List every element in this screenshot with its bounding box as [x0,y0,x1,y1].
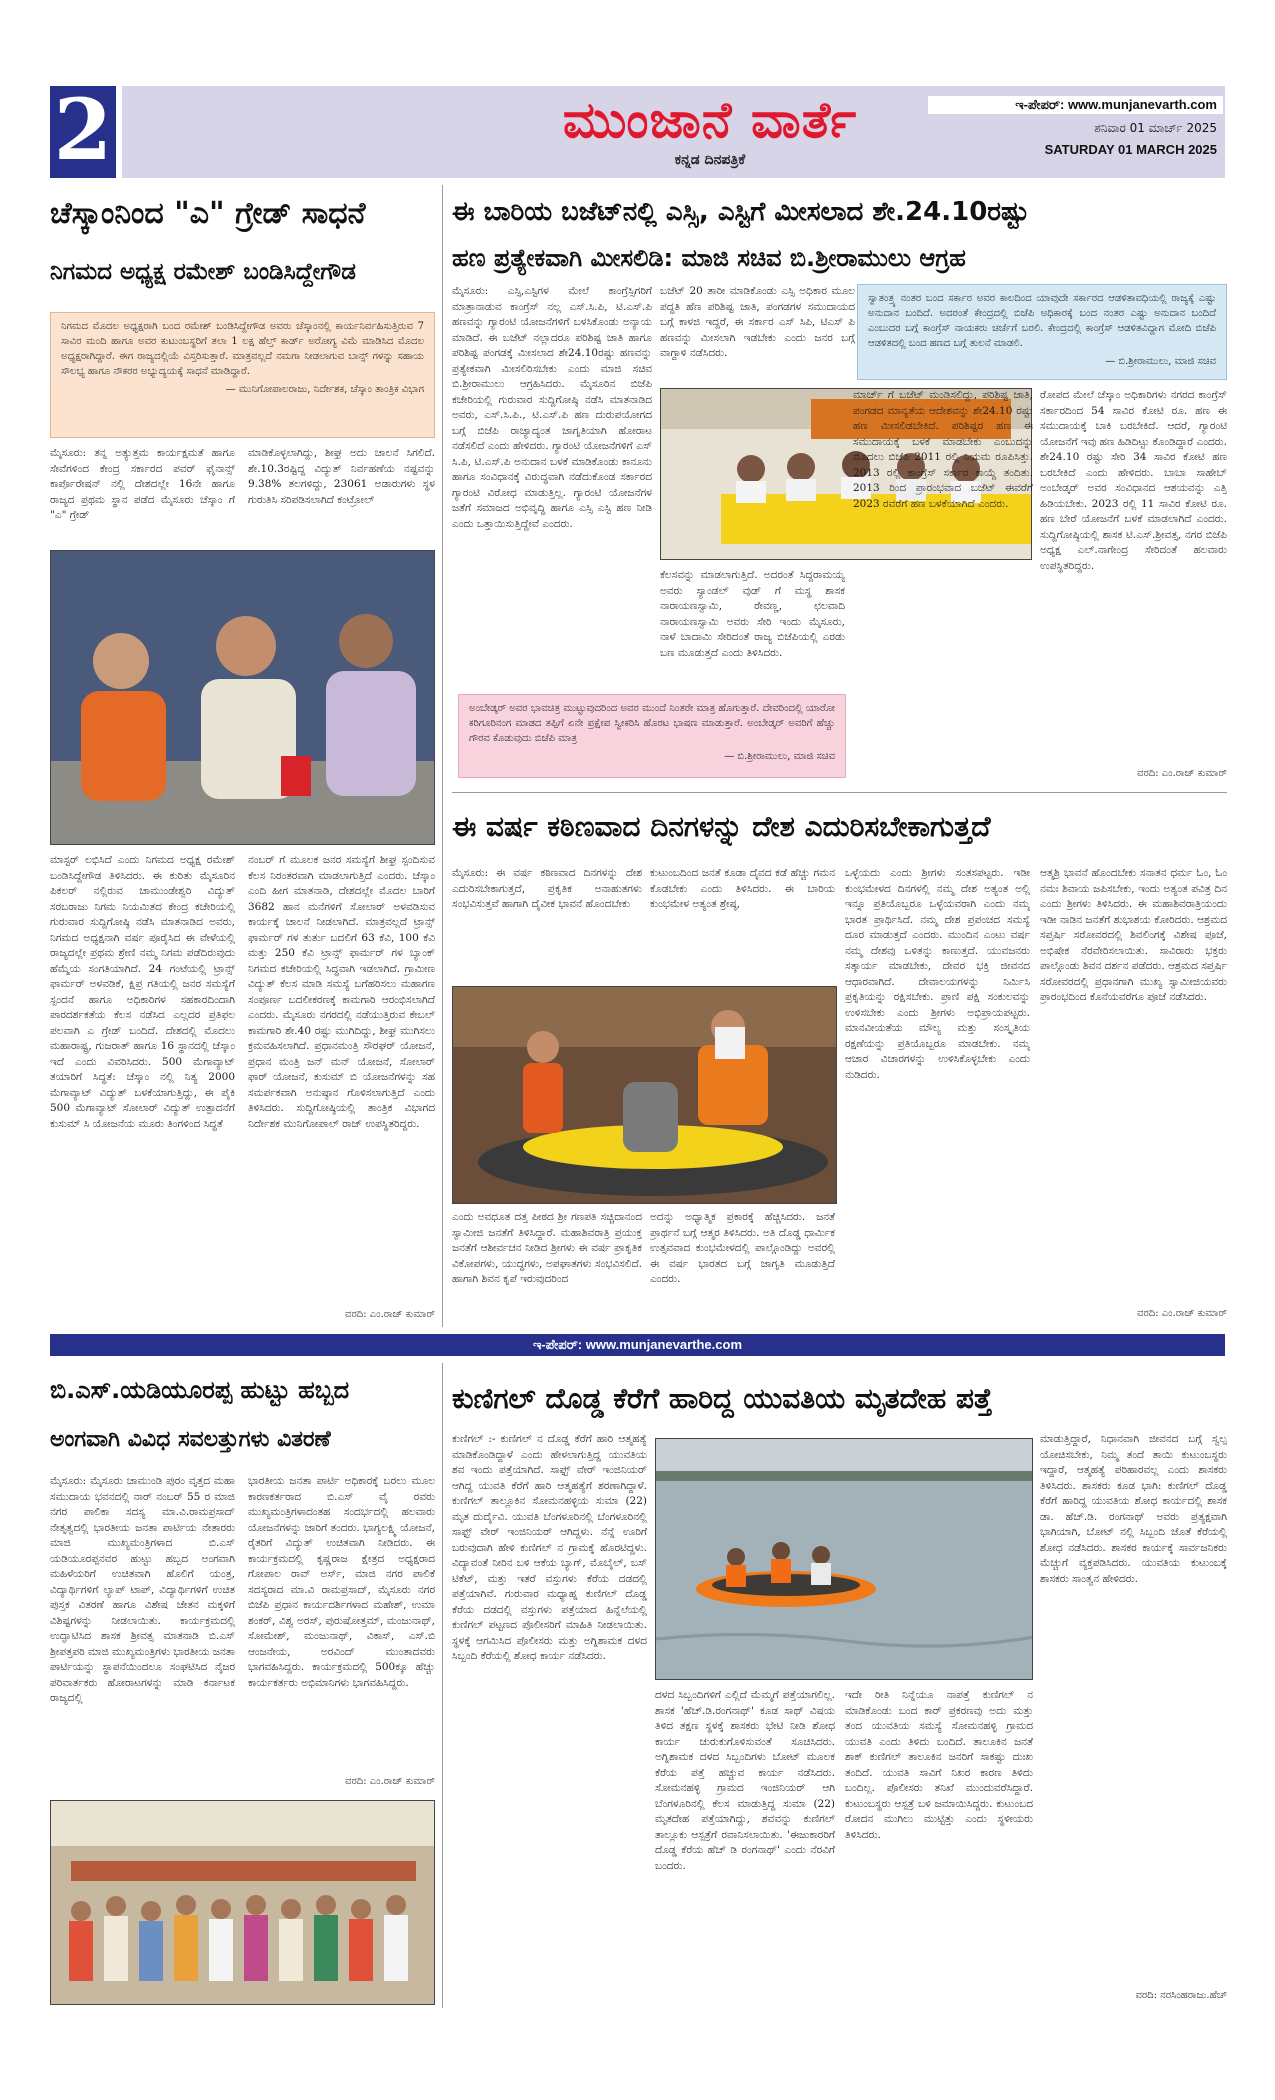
story3-abhisheka-photo [452,986,837,1204]
column-rule-bottom [442,1363,443,2008]
page-number-box [50,80,122,179]
masthead-title-wrap [520,90,900,176]
epaper-divider-bar [50,1334,1225,1356]
story4-headline-line1: ಬಿ.ಎಸ್.ಯಡಿಯೂರಪ್ಪ ಹುಟ್ಟು ಹಬ್ಬದ [50,1376,350,1404]
story2-column-3: ಮಾರ್ಚ್ ಗೆ ಬಜೆಟ್ ಮಂಡಿಸಲಿದ್ದು, ಪರಿಶಿಷ್ಟ ಜಾತಿ, ಪಂಗಡದ ಮಾನ್ಯತೆಯ ಆದೇಶವನ್ನು ಶೇ24.10 ರಷ್ಟು ಹಣ ಮೀಸಲಿಡಬೇಕಿದೆ. ಪರಿಶಿಷ್ಟರ ಹಣ ಈ ಸಮುದಾಯಕ್ಕೆ ಬಳಕೆ ಮಾಡಬೇಕು ಎಂಬುದನ್ನು ಮೊದಲು ಬಿಜೆಪಿ 2011 ರಲ್ಲಿ ನಿಯಮ ರೂಪಿಸಿತ್ತು. 2013 ರಲ್ಲಿ ಕಾಂಗ್ರೆಸ್ ಸರ್ಕಾರ ಕಾಯ್ದೆ ತಂದಿತು. 2013 ರಿಂದ ಪ್ರಾರಂಭವಾದ ಬಜೆಟ್ ಈವರೆಗೆ 2023 ರವರೆಗೆ ಹಣ ಬಳಕೆಯಾಗಿದೆ ಎಂದರು. [853,389,1033,510]
page-number: 2 [53,80,113,179]
masthead-date-kannada: ಶನಿವಾರ 01 ಮಾರ್ಚ್ 2025 [1094,121,1217,135]
story2-column-2-bottom: ಕೆಲಸವನ್ನು ಮಾಡಲಾಗುತ್ತಿದೆ. ಅದರಂತೆ ಸಿದ್ದರಾಮಯ್ಯ ಅವರು ಸ್ಯಾಂಡಲ್ ವುಡ್ ಗೆ ಮಸ್ಥ ಶಾಸಕ ನಾರಾಯಣಸ್ವಾಮಿ, ರೇವಣ್ಣ, ಛಲವಾದಿ ನಾರಾಯಣಸ್ವಾಮಿ ಅವರು ಸೇರಿ ಇಂದು ಮೈಸೂರು, ನಾಳೆ ಬಾದಾಮಿ ಸೇರಿದಂತೆ ರಾಜ್ಯ ಬಿಜೆಪಿಯಲ್ಲಿ ಎರಡು ಬಣ ಮೂಡುತ್ತದೆ ಎಂದು ತಿಳಿಸಿದರು. [660,569,845,659]
story5-column-1: ಕುಣಿಗಲ್ :- ಕುಣಿಗಲ್ ನ ದೊಡ್ಡ ಕೆರೆಗೆ ಹಾರಿ ಆತ್ಮಹತ್ಯೆ ಮಾಡಿಕೊಂಡಿದ್ದಾಳೆ ಎಂದು ಹೇಳಲಾಗುತ್ತಿದ್ದ ಯುವತಿಯ ಶವ ಇಂದು ಪತ್ತೆಯಾಗಿದೆ. ಸಾಫ್ಟ್ ವೇರ್ ಇಂಜಿನಿಯರ್ ಆಗಿದ್ದ ಯುವತಿ ಕೆರೆಗೆ ಹಾರಿ ಆತ್ಮಹತ್ಯೆಗೆ ಶರಣಾಗಿದ್ದಾಳೆ. ಕುಣಿಗಲ್ ತಾಲ್ಲೂಕಿನ ಸೋಮನಹಳ್ಳಿಯ ಸುಮಾ (22) ಮೃತ ದುರ್ದೈವಿ. ಯುವತಿ ಬೆಂಗಳೂರಿನಲ್ಲಿ ಬೆಂಗಳೂರಿನಲ್ಲಿ ಸಾಫ್ಟ್ ವೇರ್ ಇಂಜಿನಿಯರ್ ಆಗಿದ್ದಳು. ನೆನ್ನೆ ಊರಿಗೆ ಬರುವುದಾಗಿ ಹೇಳಿ ಕುಣಿಗಲ್ ನ ಗ್ರಾಮಕ್ಕೆ ಹೊರಟಿದ್ದಳು. ವಿದ್ಯಾವಂತೆ ನೀರಿನ ಬಳಿ ಆಕೆಯ ಬ್ಯಾಗ್, ಮೊಬೈಲ್, ಬಸ್ ಟಿಕೆಟ್, ಮತ್ತು ಇತರೆ ವಸ್ತುಗಳು ಕೆರೆಯ ದಡದಲ್ಲಿ ಪತ್ತೆಯಾಗಿವೆ. ಗುರುವಾರ ಮಧ್ಯಾಹ್ನ ಕುಣಿಗಲ್ ದೊಡ್ಡ ಕೆರೆಯ ದಡದಲ್ಲಿ ವಸ್ತುಗಳು ಪತ್ತೆಯಾದ ಹಿನ್ನೆಲೆಯಲ್ಲಿ ಕುಣಿಗಲ್ ಪಟ್ಟಣದ ಪೊಲೀಸರಿಗೆ ಮಾಹಿತಿ ನೀಡಲಾಯಿತು. ಸ್ಥಳಕ್ಕೆ ಆಗಮಿಸಿದ ಪೊಲೀಸರು ಮತ್ತು ಅಗ್ನಿಶಾಮಕ ದಳದ ಸಿಬ್ಬಂದಿ ಕೆರೆಯಲ್ಲಿ ಶೋಧ ಕಾರ್ಯ ನಡೆಸಿದರು. [452,1433,647,1662]
story2-byline: ವರದಿ: ಎಂ.ರಾಜ್ ಕುಮಾರ್ [1137,768,1227,779]
story3-column-3: ಒಳ್ಳೆಯದು ಎಂದು ಶ್ರೀಗಳು ಸಂತಸಪಟ್ಟರು. ಇಡೀ ಕುಂಭಮೇಳದ ದಿನಗಳಲ್ಲಿ ನಮ್ಮ ದೇಶ ಅತ್ಯಂತ ಅಲ್ಲಿ ಇನ್ನೂ ಪ್ರತಿಯೊಬ್ಬರೂ ಒಳ್ಳೆಯವರಾಗಿ ಎಂದು ನಮ್ಮ ಭಾರತ ಪ್ರಾರ್ಥಿಸಿದೆ. ನಮ್ಮ ದೇಶ ಪ್ರಪಂಚದ ಸಮಸ್ಯೆ ದೂರ ಮಾಡುತ್ತದೆ ಎಂದರು. ಮುಂದಿನ ಎಂಟು ವರ್ಷ ನಮ್ಮ ದೇಶವು ಒಳಿತನ್ನು ಕಾಣುತ್ತದೆ. ಯುವಜನರು ಸತ್ಕಾರ್ಯ ಮಾಡಬೇಕು, ದೇವರ ಭಕ್ತಿ ಜೀವನದ ಆಧಾರವಾಗಿದೆ. ದೇವಾಲಯಗಳನ್ನು ನಿರ್ಮಿಸಿ ಪ್ರಕೃತಿಯನ್ನು ರಕ್ಷಿಸಬೇಕು. ಪ್ರಾಣಿ ಪಕ್ಷಿ ಸಂಕುಲವನ್ನು ಉಳಿಸಬೇಕು ಎಂದು ಶ್ರೀಗಳು ಅಭಿಪ್ರಾಯಪಟ್ಟರು. ಮಾನವೀಯತೆಯ ಮೌಲ್ಯ ಮತ್ತು ಸಂಸ್ಕೃತಿಯ ರಕ್ಷಣೆಯನ್ನು ಪ್ರತಿಯೊಬ್ಬರೂ ಮಾಡಬೇಕು. ನಮ್ಮ ಆಚಾರ ವಿಚಾರಗಳನ್ನು ಉಳಿಸಿಕೊಳ್ಳಬೇಕು ಎಂದು ನುಡಿದರು. [845,867,1030,1081]
story5-byline: ವರದಿ: ನರಸಿಂಹರಾಜು.ಹೆಚ್ [1135,1990,1227,2001]
story1-column-2: ಮಾಡಿಕೊಳ್ಳಲಾಗಿದ್ದು, ಶೀಘ್ರ ಅದು ಚಾಲನೆ ಸಿಗಲಿದೆ. ಶೇ.10.3ರಷ್ಟಿದ್ದ ವಿದ್ಯುತ್ ನಿರ್ವಹಣೆಯ ನಷ್ಟವನ್ನು 9.38% ತಲಗಳಿದ್ದು, 23061 ಅಡಾರುಗಳು ಸ್ಥಳ ಗುರುತಿಸಿ ಸರಿಪಡಿಸಲಾಗಿದೆ ಕಂಟ್ರೋಲ್ [248,447,435,506]
story1-press-meet-photo [50,550,435,845]
story1-photo-illustration [51,551,435,845]
story5-column-3: ಇದೇ ರೀತಿ ನಿನ್ನೆಯೂ ನಾಪತ್ತೆ ಕುಣಿಗಲ್ ನ ಮಾಡಿಕೊಂಡು ಬಂದ ಕಾರ್ ಪ್ರಕರಣವು ಅದು ಮತ್ತು ತಂದ ಯುವತಿಯ ಸಮಸ್ಯೆ ಸೋಮನಹಳ್ಳಿ ಗ್ರಾಮದ ಯುವತಿ ಎಂದು ತಿಳಿದು ಬಂದಿದೆ. ತಾಲೂಕಿನ ಜನತೆ ಶಾಕ್ ಕುಣಿಗಲ್ ತಾಲೂಕಿನ ಜನರಿಗೆ ಸಾಕಷ್ಟು ದುಃಖ ತಂದಿದೆ. ಯುವತಿ ಸಾವಿಗೆ ನಿಖರ ಕಾರಣ ತಿಳಿದು ಬಂದಿಲ್ಲ. ಪೊಲೀಸರು ತನಿಖೆ ಮುಂದುವರೆಸಿದ್ದಾರೆ. ಕುಟುಂಬಸ್ಥರು ಆಸ್ಪತ್ರೆ ಬಳಿ ಜಮಾಯಿಸಿದ್ದರು. ಕುಟುಂಬದ ರೋದನ ಮುಗಿಲು ಮುಟ್ಟಿತ್ತು ಎಂದು ಸ್ಥಳೀಯರು ತಿಳಿಸಿದರು. [845,1689,1033,1841]
story2-headline-line2: ಹಣ ಪ್ರತ್ಯೇಕವಾಗಿ ಮೀಸಲಿಡಿ: ಮಾಜಿ ಸಚಿವ ಬಿ.ಶ್ರೀರಾಮುಲು ಆಗ್ರಹ [452,244,966,272]
story1-column-3: ಮಾಸ್ಟರ್ ಲಭಿಸಿದೆ ಎಂದು ನಿಗಮದ ಅಧ್ಯಕ್ಷ ರಮೇಶ್ ಬಂಡಿಸಿದ್ದೇಗೌಡ ತಿಳಿಸಿದರು. ಈ ಕುರಿತು ಮೈಸೂರಿನ ಪಿಕಲರ್ ನಲ್ಲಿರುವ ಚಾಮುಂಡೇಶ್ವರಿ ವಿದ್ಯುತ್ ಸರಬರಾಜು ನಿಗಮ ನಿಯಮಿತದ ಕೇಂದ್ರ ಕಚೇರಿಯಲ್ಲಿ ಗುರುವಾರ ಸುದ್ದಿಗೋಷ್ಠಿ ನಡೆಸಿ ಮಾತನಾಡಿದ ಅವರು, ನಿಗಮದ ಅಧ್ಯಕ್ಷನಾಗಿ ವರ್ಷ ಪೂರೈಸಿದ ಈ ವೇಳೆಯಲ್ಲಿ ರಾಜ್ಯದಲ್ಲೇ ಪ್ರಥಮ ಶ್ರೇಣಿ ನಮ್ಮ ನಿಗಮ ಪಡೆದಿರುವುದು ಹೆಮ್ಮೆಯ ಸಂಗತಿಯಾಗಿದೆ. 24 ಗಂಟೆಯಲ್ಲಿ ಟ್ರಾನ್ಸ್ ಫಾರ್ಮರ್ ಅಳವಡಿಕೆ, ಕ್ಷಿಪ್ರ ಗತಿಯಲ್ಲಿ ಜನರ ಸಮಸ್ಯೆಗೆ ಸ್ಪಂದನೆ ಹಾಗೂ ಅಧಿಕಾರಿಗಳ ಸಹಕಾರದಿಂದಾಗಿ ಪಾರದರ್ಶಕತೆಯ ಕೆಲಸ ನಡೆಸಿದ ಎಲ್ಲದರ ಪ್ರತಿಫಲ ಪಲವಾಗಿ ಎ ಗ್ರೇಡ್ ಬಂದಿದೆ. ದೇಶದಲ್ಲಿ ಮೊದಲು ಮಹಾರಾಷ್ಟ್ರ, ಗುಜರಾತ್ ಹಾಗೂ 16 ಸ್ಥಾನದಲ್ಲಿ ಚೆಸ್ಕಾಂ ಇದೆ ಎಂದು ವಿವರಿಸಿದರು. 500 ಮೆಗಾವ್ಯಾಟ್ ತಯಾರಿಗೆ ಸಿದ್ಧತೆ: ಚೆಸ್ಕಾಂ ನಲ್ಲಿ ನಿತ್ಯ 2000 ಮೆಗಾವ್ಯಾಟ್ ವಿದ್ಯುತ್ ಬಳಕೆಯಾಗುತ್ತಿದ್ದು, ಈ ಪೈಕಿ 500 ಮೆಗಾವ್ಯಾಟ್ ಸೋಲಾರ್ ವಿದ್ಯುತ್ ಉತ್ಪಾದನೆಗೆ ಕುಸುಮ್ ಸಿ ಯೋಜನೆಯ ಮೂರು ತಿಂಗಳಿಂದ ಸಿದ್ಧತೆ [50,854,235,1130]
masthead-epaper[interactable]: ಇ-ಪೇಪರ್: www.munjanevarth.com [928,96,1223,114]
story4-column-2: ಭಾರತೀಯ ಜನತಾ ಪಾರ್ಟಿ ಅಧಿಕಾರಕ್ಕೆ ಬರಲು ಮೂಲ ಕಾರಣಕರ್ತರಾದ ಬಿ.ಎಸ್ ವೈ ರವರು ಮುಖ್ಯಮಂತ್ರಿಗಳಾದಂತಹ ಸಂದರ್ಭದಲ್ಲಿ ಹಲವಾರು ಯೋಜನೆಗಳನ್ನು ಜಾರಿಗೆ ತಂದರು. ಭಾಗ್ಯಲಕ್ಷ್ಮಿ ಯೋಜನೆ, ರೈತರಿಗೆ ವಿದ್ಯುತ್ ಉಚಿತವಾಗಿ ನೀಡಿದರು. ಈ ಕಾರ್ಯಕ್ರಮದಲ್ಲಿ ಕೃಷ್ಣರಾಜ ಕ್ಷೇತ್ರದ ಅಧ್ಯಕ್ಷರಾದ ಗೋಪಾಲ ರಾವ್ ಅರ್ಸ್, ಮಾಜಿ ನಗರ ಪಾಲಿಕೆ ಸದಸ್ಯರಾದ ಮಾ.ವಿ ರಾಮಪ್ರಸಾದ್, ಮೈಸೂರು ನಗರ ಬಿಜೆಪಿ ಪ್ರಧಾನ ಕಾರ್ಯದರ್ಶಿಗಳಾದ ಮಹೇಶ್, ಉಮಾ ಶಂಕರ್, ವಿಶ್ವ ಅರಸ್, ಪುರುಷೋತ್ತಮ್, ಮಂಜುನಾಥ್, ಸೋಮೇಶ್, ಮಂಜುನಾಥ್, ವಿಕಾಸ್, ಎಸ್.ಬಿ ಆಂಜನೇಯ, ಅರವಿಂದ್ ಮುಂತಾದವರು ಭಾಗವಹಿಸಿದ್ದರು. ಕಾರ್ಯಕ್ರಮದಲ್ಲಿ 500ಕ್ಕೂ ಹೆಚ್ಚು ಕಾರ್ಯಕರ್ತರು ಅಭಿಮಾನಿಗಳು ಭಾಗವಹಿಸಿದ್ದರು. [248,1475,435,1689]
masthead-title: ಮುಂಜಾನೆ ವಾರ್ತೆ [562,91,858,149]
story5-headline: ಕುಣಿಗಲ್ ದೊಡ್ಡ ಕೆರೆಗೆ ಹಾರಿದ್ದ ಯುವತಿಯ ಮೃತದೇಹ ಪತ್ತೆ [452,1382,993,1415]
story2-blue-quote-text: ಸ್ವಾತಂತ್ರ್ಯ ನಂತರ ಬಂದ ಸರ್ಕಾರ ಅವರ ಕಾಲದಿಂದ ಯಾವುದೇ ಸರ್ಕಾರದ ಆಡಳಿತಾವಧಿಯಲ್ಲಿ ರಾಜ್ಯಕ್ಕೆ ಎಷ್ಟು ಅನುದಾನ ಬಂದಿದೆ. ಅದರಂತೆ ಕೇಂದ್ರದಲ್ಲಿ ಬಿಜೆಪಿ ಅಧಿಕಾರಕ್ಕೆ ಬಂದ ನಂತರ ಎಷ್ಟು ಅನುದಾನ ಬಂದಿದೆ ಎಂಬುದರ ಬಗ್ಗೆ ಕಾಂಗ್ರೆಸ್ ನಾಯಕರು ಚರ್ಚೆಗೆ ಬರಲಿ. ಕೇಂದ್ರದಲ್ಲಿ ಕಾಂಗ್ರೆಸ್ ಆಡಳಿತವಿದ್ದಾಗ ಮೋದಿ ಬಿಜೆಪಿ ಆಡಳಿತದಲ್ಲಿ ಬಂದ ಹಣದ ಬಗ್ಗೆ ತುಲನೆ ಮಾಡಲಿ. [868,293,1216,349]
story3-column-1: ಮೈಸೂರು: ಈ ವರ್ಷ ಕಠಿಣವಾದ ದಿನಗಳನ್ನು ದೇಶ ಎದುರಿಸಬೇಕಾಗುತ್ತದೆ, ಪ್ರಕೃತಿಕ ಅನಾಹುತಗಳು ಸಂಭವಿಸುತ್ತವೆ ಹಾಗಾಗಿ ದೈವೀಕ ಭಾವನೆ ಹೊಂದಬೇಕು [452,867,642,910]
story3-photo-illustration [453,987,837,1204]
story2-bottom-rule [452,792,1227,793]
story3-column-1-bottom: ಎಂದು ಅವಧೂತ ದತ್ತ ಪೀಠದ ಶ್ರೀ ಗಣಪತಿ ಸಚ್ಚಿದಾನಂದ ಸ್ವಾಮೀಜಿ ಜನತೆಗೆ ತಿಳಿಸಿದ್ದಾರೆ. ಮಹಾಶಿವರಾತ್ರಿ ಪ್ರಯುಕ್ತ ಜನತೆಗೆ ಆಶೀರ್ವಚನ ನೀಡಿದ ಶ್ರೀಗಳು ಈ ವರ್ಷ ಪ್ರಾಕೃತಿಕ ವಿಕೋಪಗಳು, ಯುದ್ಧಗಳು, ಅಪಘಾತಗಳು ಸಂಭವಿಸಲಿದೆ. ಹಾಗಾಗಿ ಶಿವನ ಕೃಪೆ ಇರುವುದರಿಂದ [452,1211,642,1285]
story4-byline: ವರದಿ: ಎಂ.ರಾಜ್ ಕುಮಾರ್ [345,1776,435,1787]
story3-headline: ಈ ವರ್ಷ ಕಠಿಣವಾದ ದಿನಗಳನ್ನು ದೇಶ ಎದುರಿಸಬೇಕಾಗುತ್ತದೆ [452,810,991,843]
story1-quote-text: ನಿಗಮದ ಮೊದಲ ಅಧ್ಯಕ್ಷರಾಗಿ ಬಂದ ರಮೇಶ್ ಬಂಡಿಸಿದ್ದೇಗೌಡ ಅವರು ಚೆಸ್ಕಾಂನಲ್ಲಿ ಕಾರ್ಯನಿರ್ವಹಿಸುತ್ತಿರುವ 7 ಸಾವಿರ ಮಂದಿ ಹಾಗೂ ಅವರ ಕುಟುಂಬಸ್ಥರಿಗೆ ತಲಾ 1 ಲಕ್ಷ ಹೆಲ್ತ್ ಕಾರ್ಡ್ ಅರೋಗ್ಯ ವಿಮೆ ಮಾಡಿಸಿದ ಮೊದಲ ಅಧ್ಯಕ್ಷರಾಗಿದ್ದಾರೆ. ಈಗ ರಾಜ್ಯದಲ್ಲಿಯೆ ವಿಸ್ತರಿಸುತ್ತಾರೆ. ಮಾತ್ರವಲ್ಲದೆ ನಮಗಾ ನೀಡಲಾಗುವ ಬಾನ್ಸ್ ಗಳನ್ನು ಸಹಾಯ ಸೌಲಭ್ಯ ಹಾಗೂ ನೌಕರರ ಅಭ್ಯುದ್ಯಯಕ್ಕೆ ಸಾಧನೆ ಮಾಡಿದ್ದಾರೆ. [61,321,424,377]
story1-byline: ವರದಿ: ಎಂ.ರಾಜ್ ಕುಮಾರ್ [345,1309,435,1320]
story4-column-1: ಮೈಸೂರು: ಮೈಸೂರು ಚಾಮುಂಡಿ ಪುರಂ ವೃತ್ತದ ಮಹಾ ಸಮುದಾಯ ಭವನದಲ್ಲಿ ನಾರ್ ನಂಬರ್ 55 ರ ಮಾಜಿ ನಗರ ಪಾಲಿಕಾ ಸದಸ್ಯ ಮಾ.ವಿ.ರಾಮಪ್ರಸಾದ್ ನೇತೃತ್ವದಲ್ಲಿ ಭಾರತೀಯ ಜನತಾ ಪಾರ್ಟಿಯ ನೇತಾರರು ಮಾಜಿ ಮುಖ್ಯಮಂತ್ರಿಗಳಾದ ಬಿ.ಎಸ್ ಯಡಿಯೂರಪ್ಪನವರ ಹುಟ್ಟು ಹಬ್ಬದ ಅಂಗವಾಗಿ ಮಹಿಳೆಯರಿಗೆ ಉಚಿತವಾಗಿ ಹೊಲಿಗೆ ಯಂತ್ರ, ವಿದ್ಯಾರ್ಥಿಗಳಿಗೆ ಲ್ಯಾಪ್ ಟಾಪ್, ವಿದ್ಯಾರ್ಥಿಗಳಿಗೆ ಉಚಿತ ಪುಸ್ತಕ ವಿತರಣೆ ಹಾಗೂ ವಿಶೇಷ ಚೇತನ ಮಕ್ಕಳಿಗೆ ವಿಶಿಷ್ಟಗಳನ್ನು ನೀಡಲಾಯಿತು. ಕಾರ್ಯಕ್ರಮದಲ್ಲಿ ಉದ್ಘಾಟಿಸಿದ ಶಾಸಕ ಶ್ರೀವತ್ಸ ಮಾತನಾಡಿ ಬಿ.ಎಸ್ ಶ್ರೀಪತ್ತಪರಿ ಮಾಜಿ ಮುಖ್ಯಮಂತ್ರಿಗಳು ಭಾರತೀಯ ಜನತಾ ಪಾರ್ಟಿಯನ್ನು ಸ್ಥಾಪನೆಯಿಂದಲೂ ಸಂಘಟಿಸಿದ ನೈಜರ ಪರಿವಾರ್ತಕರು ಹೋರಾಟಗಳನ್ನು ಮಾಡಿ ಕರ್ನಾಟಕ ರಾಜ್ಯದಲ್ಲಿ [50,1475,235,1704]
story4-photo-illustration [51,1801,435,2005]
story5-photo-illustration [656,1439,1033,1680]
story1-headline-line1: ಚೆಸ್ಕಾಂನಿಂದ "ಎ" ಗ್ರೇಡ್ ಸಾಧನೆ [50,196,366,231]
story4-headline-line2: ಅಂಗವಾಗಿ ವಿವಿಧ ಸವಲತ್ತುಗಳು ವಿತರಣೆ [50,1427,331,1452]
story1-quote-box [50,312,435,438]
story2-pink-quote-box [458,694,846,778]
story5-column-4: ಮಾಡುತ್ತಿದ್ದಾರೆ, ನಿಧಾನವಾಗಿ ಜೀವನದ ಬಗ್ಗೆ ಸ್ವಲ್ಪ ಯೋಚಿಸಬೇಕು, ನಿಮ್ಮ ತಂದೆ ತಾಯಿ ಕುಟುಂಬಸ್ಥರು ಇದ್ದಾರೆ, ಆತ್ಮಹತ್ಯೆ ಪರಿಹಾರವಲ್ಲ ಎಂದು ಶಾಸಕರು ತಿಳಿಸಿದರು. ಶಾಸಕರು ಕೂಡ ಭಾಗಿ: ಕುಣಿಗಲ್ ದೊಡ್ಡ ಕೆರೆಗೆ ಹಾರಿದ್ದ ಯುವತಿಯ ಶೋಧ ಕಾರ್ಯದಲ್ಲಿ ಶಾಸಕ ಡಾ. ಹೆಚ್.ಡಿ. ರಂಗನಾಥ್ ಅವರು ಪ್ರತ್ಯಕ್ಷವಾಗಿ ಭಾಗಿಯಾಗಿ, ಬೋಟ್ ನಲ್ಲಿ ಸಿಬ್ಬಂದಿ ಜೊತೆ ಕೆರೆಯಲ್ಲಿ ಶೋಧ ನಡೆಸಿದರು. ಶಾಸಕರ ಕಾರ್ಯಕ್ಕೆ ಸಾರ್ವಜನಿಕರು ಮೆಚ್ಚುಗೆ ವ್ಯಕ್ತಪಡಿಸಿದರು. ಯುವತಿಯ ಕುಟುಂಬಕ್ಕೆ ಶಾಸಕರು ಸಾಂತ್ವನ ಹೇಳಿದರು. [1040,1433,1227,1585]
story1-column-1: ಮೈಸೂರು: ತನ್ನ ಅತ್ಯುತ್ತಮ ಕಾರ್ಯಕ್ಷಮತೆ ಹಾಗೂ ಸೇವೆಗಳಿಂದ ಕೇಂದ್ರ ಸರ್ಕಾರದ ಪವರ್ ಫೈನಾನ್ಸ್ ಕಾರ್ಪೊರೇಷನ್ ನಲ್ಲಿ ದೇಶದಲ್ಲೇ 16ನೇ ಹಾಗೂ ರಾಜ್ಯದ ಪ್ರಥಮ ಸ್ಥಾನ ಪಡೆದ ಮೈಸೂರು ಚೆಸ್ಕಾಂ ಗೆ "ಎ" ಗ್ರೇಡ್ [50,447,235,521]
story2-pink-quote-author: — ಬಿ.ಶ್ರೀರಾಮುಲು, ಮಾಜಿ ಸಚಿವ [724,751,835,762]
story2-column-1: ಮೈಸೂರು: ಎಸ್ಸಿ,ಎಸ್ಟಿಗಳ ಮೇಲೆ ಕಾಂಗ್ರೆಸ್ಸಿಗರಿಗೆ ಮಾತ್ರಾನಾಡುವ ಕಾಂಗ್ರೆಸ್ ನಲ್ಲ ಎಸ್.ಸಿ.ಪಿ, ಟಿ.ಎಸ್.ಪಿ ಹಣವನ್ನು ಗ್ಯಾರಂಟಿ ಯೋಜನೆಗಳಿಗೆ ಬಳಸಿಕೊಂಡು ಅನ್ಯಾಯ ಮಾಡಿದೆ. ಈ ಬಜೆಟ್ ನಲ್ಲಾದರೂ ಪರಿಶಿಷ್ಟ ಜಾತಿ ಹಾಗೂ ಪರಿಶಿಷ್ಟ ಪಂಗಡಕ್ಕೆ ಮೀಸಲಾದ ಶೇ24.10ರಷ್ಟು ಹಣವನ್ನು ಪ್ರತ್ಯೇಕವಾಗಿ ಮೀಸಲಿರಿಸಬೇಕು ಎಂದು ಮಾಜಿ ಸಚಿವ ಬಿ.ಶ್ರೀರಾಮುಲು ಆಗ್ರಹಿಸಿದರು. ಮೈಸೂರಿನ ಬಿಜೆಪಿ ಕಚೇರಿಯಲ್ಲಿ ಗುರುವಾರ ಸುದ್ದಿಗೋಷ್ಠಿ ನಡೆಸಿ ಮಾತನಾಡಿದ ಅವರು, ಎಸ್.ಸಿ.ಪಿ., ಟಿ.ಎಸ್.ಪಿ ಹಣ ದುರುಪಯೋಗದ ಬಗ್ಗೆ ಬಿಜೆಪಿ ರಾಜ್ಯಾದ್ಯಂತ ಜಾಗೃತಿಯಾಗಿ ಹೋರಾಟ ನಡೆಸಲಿದೆ ಎಂದು ಹೇಳಿದರು. ಗ್ಯಾರಂಟಿ ಯೋಜನೆಗಳಿಗೆ ಎಸ್ ಸಿ.ಪಿ, ಟಿ.ಎಸ್.ಪಿ ಅನುದಾನ ಬಳಕೆ ಮಾಡಿಕೊಂಡು ಕಾನೂನು ಹಾಗೂ ಸಂವಿಧಾನಕ್ಕೆ ವಿರುದ್ಧವಾಗಿ ನಡೆದುಕೊಂಡ ಸರ್ಕಾರದ ಗ್ಯಾರಂಟಿ ವಿರೋಧ ಮಾಡುತ್ತಿಲ್ಲ. ಗ್ಯಾರಂಟಿ ಯೋಜನೆಗಳ ಜತೆಗೆ ಸಮಾಜದ ಅಭಿವೃದ್ಧಿ ಹಾಗೂ ಎಸ್ಸಿ ಎಸ್ಟಿ ಹಣ ನೀಡಿ ಎಂದು ಒತ್ತಾಯಿಸುತ್ತಿದ್ದೇವೆ ಎಂದರು. [452,285,652,530]
story3-column-2-top: ಕುಟುಂಬದಿಂದ ಜನತೆ ಕೂಡಾ ದೈವದ ಕಡೆ ಹೆಚ್ಚು ಗಮನ ಕೊಡಬೇಕು ಎಂದು ತಿಳಿಸಿದರು. ಈ ಬಾರಿಯ ಕುಂಭಮೇಳ ಅತ್ಯಂತ ಶ್ರೇಷ್ಠ, [650,867,835,910]
story3-column-2-bottom: ಅದನ್ನು ಅಧ್ಯಾತ್ಮಿಕ ಪ್ರಕಾರಕ್ಕೆ ಹೆಚ್ಚಿಸಿದರು. ಜನತೆ ಪ್ರಾರ್ಥನೆ ಬಗ್ಗೆ ಆತ್ಮರ ತಿಳಿಸಿದರು. ಅತಿ ದೊಡ್ಡ ಧಾರ್ಮಿಕ ಉತ್ಸವವಾದ ಕುಂಭಮೇಳದಲ್ಲಿ ಪಾಲ್ಗೊಂಡಿದ್ದು ಅವರಲ್ಲಿ ಈ ವರ್ಷ ಭಾರತದ ಬಗ್ಗೆ ಜಾಗೃತಿ ಮೂಡುತ್ತಿದೆ ಎಂದರು. [650,1211,835,1285]
story5-column-2: ದಳದ ಸಿಬ್ಬಂದಿಗಳಿಗೆ ಎಲ್ಲಿದೆ ಮೆಮ್ಮಗೆ ಪತ್ತೆಯಾಗಲಿಲ್ಲ. ಶಾಸಕ 'ಹೆಚ್.ಡಿ.ರಂಗನಾಥ್' ಕೂಡ ಸಾಥ್ ವಿಷಯ ತಿಳಿದ ತಕ್ಷಣ ಸ್ಥಳಕ್ಕೆ ಶಾಸಕರು ಭೇಟಿ ನೀಡಿ ಶೋಧ ಕಾರ್ಯ ಚುರುಕುಗೊಳಿಸುವಂತೆ ಸೂಚಿಸಿದರು. ಅಗ್ನಿಶಾಮಕ ದಳದ ಸಿಬ್ಬಂದಿಗಳು ಬೋಟ್ ಮೂಲಕ ಕೆರೆಯ ಪತ್ತೆ ಹಚ್ಚುವ ಕಾರ್ಯ ನಡೆಸಿದರು. ಸೋಮನಹಳ್ಳಿ ಗ್ರಾಮದ ಇಂಜಿನಿಯರ್ ಆಗಿ ಬೆಂಗಳೂರಿನಲ್ಲಿ ಕೆಲಸ ಮಾಡುತ್ತಿದ್ದ ಸುಮಾ (22) ಮೃತದೇಹ ಪತ್ತೆಯಾಗಿದ್ದು, ಶವವನ್ನು ಕುಣಿಗಲ್ ತಾಲ್ಲೂಕು ಆಸ್ಪತ್ರೆಗೆ ರವಾನಿಸಲಾಯಿತು. 'ಈಜುಕಾರರಿಗೆ ದೊಡ್ಡ ಕೆರೆಯ ಹೆಚ್ ಡಿ ರಂಗನಾಥ್' ಎಂದು ನೆರವಿಗೆ ಬಂದರು. [655,1689,835,1872]
story2-blue-quote-box [857,284,1227,380]
masthead-date-english: SATURDAY 01 MARCH 2025 [1044,142,1217,157]
story2-column-4: ರೋಪದ ಮೇಲೆ ಚೆಸ್ಕಾಂ ಅಧಿಕಾರಿಗಳು ನಗರದ ಕಾಂಗ್ರೆಸ್ ಸರ್ಕಾರದಿಂದ 54 ಸಾವಿರ ಕೋಟಿ ರೂ. ಹಣ ಈ ಸಮುದಾಯಕ್ಕೆ ಬಾಕಿ ಬರಬೇಕಿದೆ. ಆದರೆ, ಗ್ಯಾರಂಟಿ ಯೋಜನೆಗೆ ಇವು ಹಣ ಹಿಡಿದಿಟ್ಟು ಕೊಂಡಿದ್ದಾರೆ ಎಂದರು. ಶೇ24.10 ರಷ್ಟು ಸೇರಿ 34 ಸಾವಿರ ಕೋಟಿ ಹಣ ಬರಬೇಕಿದೆ ಎಂದು ಹೇಳಿದರು. ಬಾಬಾ ಸಾಹೇಬ್ ಅಂಬೇಡ್ಕರ್ ಅವರ ಸಂವಿಧಾನದ ಆಶಯವನ್ನು ಎತ್ತಿ ಹಿಡಿಯಬೇಕು. 2023 ರಲ್ಲಿ 11 ಸಾವಿರ ಕೋಟಿ ರೂ. ಹಣ ಬೇರೆ ಯೋಜನೆಗೆ ಬಳಕೆ ಮಾಡಲಾಗಿದೆ ಎಂದರು. ಸುದ್ದಿಗೋಷ್ಠಿಯಲ್ಲಿ ಶಾಸಕ ಟಿ.ಎಸ್.ಶ್ರೀವತ್ಸ, ನಗರ ಬಿಜೆಪಿ ಅಧ್ಯಕ್ಷ ಎಲ್.ನಾಗೇಂದ್ರ ಸೇರಿದಂತೆ ಹಲವಾರು ಉಪಸ್ಥಿತರಿದ್ದರು. [1040,389,1227,572]
story3-column-4: ಆತ್ಮಶ್ರಿ ಭಾವನೆ ಹೊಂದಬೇಕು ಸನಾತನ ಧರ್ಮ ಓಂ, ಓಂ ನಮಃ ಶಿವಾಯ ಜಪಿಸಬೇಕು, ಇಂದು ಅತ್ಯಂತ ಪವಿತ್ರ ದಿನ ಎಂದು ಶ್ರೀಗಳು ತಿಳಿಸಿದರು. ಈ ಮಹಾಶಿವರಾತ್ರಿಯಂದು ಇಡೀ ನಾಡಿನ ಜನತೆಗೆ ಶುಭಾಶಯ ಕೋರಿದರು. ಆಶ್ರಮದ ಸಪ್ತರ್ಷಿ ಸರೋವರದಲ್ಲಿ ಶಿವಲಿಂಗಕ್ಕೆ ವಿಶೇಷ ಪೂಜೆ, ಅಭಿಷೇಕ ನೆರವೇರಿಸಲಾಯಿತು. ಸಾವಿರಾರು ಭಕ್ತರು ಪಾಲ್ಗೊಂಡು ಶಿವನ ದರ್ಶನ ಪಡೆದರು. ಆಶ್ರಮದ ಸಪ್ತರ್ಷಿ ಸರೋವರದಲ್ಲಿ ಪ್ರಧಾನಗಾಗಿ ಮುಖ್ಯ ಸ್ವಾಮೀಜಿಯವರು ಪ್ರಾರಂಭದಿಂದ ಕೊನೆಯವರೆಗೂ ಪೂಜೆ ನಡೆಸಿದರು. [1040,867,1227,1003]
story2-pink-quote-text: ಅಂಬೇಡ್ಕರ್ ಅವರ ಭಾವಚಿತ್ರ ಮುಟ್ಟುವುದರಿಂದ ಅವರ ಮುಂದೆ ನಿಂತರೇ ಮಾತ್ರ ಹೊಗುತ್ತಾರೆ. ದೇವರಿಂದಲ್ಲಿ ಯಾರೋ ಕರಿಗೂರಿನಂಗ ಮಾಡದ ತಪ್ಪಿಗೆ ಏನೇ ಪ್ರಕ್ಷೇಪ ಸ್ವೀಕರಿಸಿ ಹೊರಟ ಭಾಷಣ ಮಾಡುತ್ತಾರೆ. ಅಂಬೇಡ್ಕರ್ ಅವರಿಗೆ ಹೆಚ್ಚು ಗೌರವ ಕೊಡುವುದು ಬಿಜೆಪಿ ಮಾತ್ರ [469,703,835,744]
epaper-divider-link[interactable]: ಇ-ಪೇಪರ್: www.munjanevarthe.com [532,1337,743,1352]
story1-headline-line2: ನಿಗಮದ ಅಧ್ಯಕ್ಷ ರಮೇಶ್ ಬಂಡಿಸಿದ್ದೇಗೌಡ [50,259,356,285]
story1-quote-author: — ಮುನಿಗೋಪಾಲರಾಜು, ನಿರ್ದೇಶಕ, ಚೆಸ್ಕಾಂ ತಾಂತ್ರಿಕ ವಿಭಾಗ [225,384,424,395]
column-rule-top [442,185,443,1327]
story4-distribution-photo [50,1800,435,2005]
story2-blue-quote-author: — ಬಿ.ಶ್ರೀರಾಮುಲು, ಮಾಜಿ ಸಚಿವ [1105,356,1216,367]
story2-headline-line1: ಈ ಬಾರಿಯ ಬಜೆಟ್‌ನಲ್ಲಿ ಎಸ್ಸಿ, ಎಸ್ಟಿಗೆ ಮೀಸಲಾದ ಶೇ.24.10ರಷ್ಟು [452,197,1029,227]
story2-column-2-top: ಬಜೆಟ್ 20 ತಾರೀ ಮಾಡಿಕೊಂಡು ಎಸ್ಸಿ ಅಧಿಕಾರ ಮೂಲ ಪದ್ಧತಿ ಹೆಣ ಪರಿಶಿಷ್ಟ ಜಾತಿ, ಪಂಗಡಗಳ ಸಮುದಾಯದ ಬಗ್ಗೆ ಕಾಳಜಿ ಇದ್ದರೆ, ಈ ಸರ್ಕಾರ ಎಸ್ ಸಿಪಿ, ಟಿಎಸ್ ಪಿ ಹಣವನ್ನು ಮೀಸಲಾಗಿ ಇಡಬೇಕು ಎಂದು ಜನರ ಬಗ್ಗೆ ವಾಗ್ದಾಳಿ ನಡೆಸಿದರು. [660,285,855,359]
story5-rescue-boat-photo [655,1438,1033,1680]
masthead-subtitle: ಕನ್ನಡ ದಿನಪತ್ರಿಕೆ [674,152,746,168]
story1-column-4: ನಂಬರ್ ಗೆ ಮೂಲಕ ಜನರ ಸಮಸ್ಯೆಗೆ ಶೀಘ್ರ ಸ್ಪಂದಿಸುವ ಕೆಲಸ ನಿರಂತರವಾಗಿ ಮಾಡಲಾಗುತ್ತಿದೆ ಎಂದರು. ಚೆಸ್ಕಾಂ ಎಂದಿ ಹೀಗ ಮಾತನಾಡಿ, ದೇಶದಲ್ಲೇ ಮೊದಲ ಬಾರಿಗೆ 3682 ಹಾನ ಮನೆಗಳಿಗೆ ಸೋಲಾರ್ ಅಳವಡಿಸುವ ಕಾರ್ಯಕ್ಕೆ ಚಾಲನೆ ನೀಡಲಾಗಿದೆ. ಮಾತ್ರವಲ್ಲದೆ ಟ್ರಾನ್ಸ್ ಫಾರ್ಮರ್ ಗಳ ತುರ್ತು ಬದಲಿಗೆ 63 ಕೆವಿ, 100 ಕೆವಿ ಮತ್ತು 250 ಕೆವಿ ಟ್ರಾನ್ಸ್ ಫಾರ್ಮರ್ ಗಳ ಬ್ಯಾಂಕ್ ನಿಗಮದ ಕಚೇರಿಯಲ್ಲಿ ಸಿದ್ಧವಾಗಿ ಇಡಲಾಗಿದೆ. ಗ್ರಾಮೀಣ ವಿದ್ಯುತ್ ಕೆಲಸ ಮಾಡಿ ಸಮಸ್ಯೆ ಬಗೆಹರಿಸಲು ಮಹಾಗಣ ಸಂಪೂರ್ಣ ಬದಲೀಕರಣಕ್ಕೆ ಕಾಮಗಾರಿ ಆರಂಭಿಸಲಾಗಿದೆ ಎಂದರು. ಮೈಸೂರು ನಗರದಲ್ಲಿ ನಡೆಯುತ್ತಿರುವ ಕೇಬಲ್ ಕಾಮಗಾರಿ ಶೇ.40 ರಷ್ಟು ಮುಗಿದಿದ್ದು, ಶೀಘ್ರ ಮುಗಿಸಲು ಕ್ರಮವಹಿಸಲಾಗಿದೆ. ಪ್ರಧಾನಮಂತ್ರಿ ಸೌರಘರ್ ಯೋಜನೆ, ಪ್ರಧಾನ ಮಂತ್ರಿ ಜನ್ ಮನ್ ಯೋಜನೆ, ಸೋಲಾರ್ ಫಾರ್ ಯೋಜನೆ, ಕುಸುಮ್ ಬಿ ಯೋಜನೆಗಳನ್ನು ಸಹ ಸಮರ್ಪಕವಾಗಿ ಅನುಷ್ಠಾನ ಗೊಳಿಸಲಾಗುತ್ತಿದೆ ಎಂದು ತಿಳಿಸಿದರು. ಸುದ್ದಿಗೋಷ್ಠಿಯಲ್ಲಿ ತಾಂತ್ರಿಕ ವಿಭಾಗದ ನಿರ್ದೇಶಕ ಮುನಿಗೋಪಾಲ್ ರಾಜ್ ಉಪಸ್ಥಿತರಿದ್ದರು. [248,854,435,1130]
story3-byline: ವರದಿ: ಎಂ.ರಾಜ್ ಕುಮಾರ್ [1137,1308,1227,1319]
